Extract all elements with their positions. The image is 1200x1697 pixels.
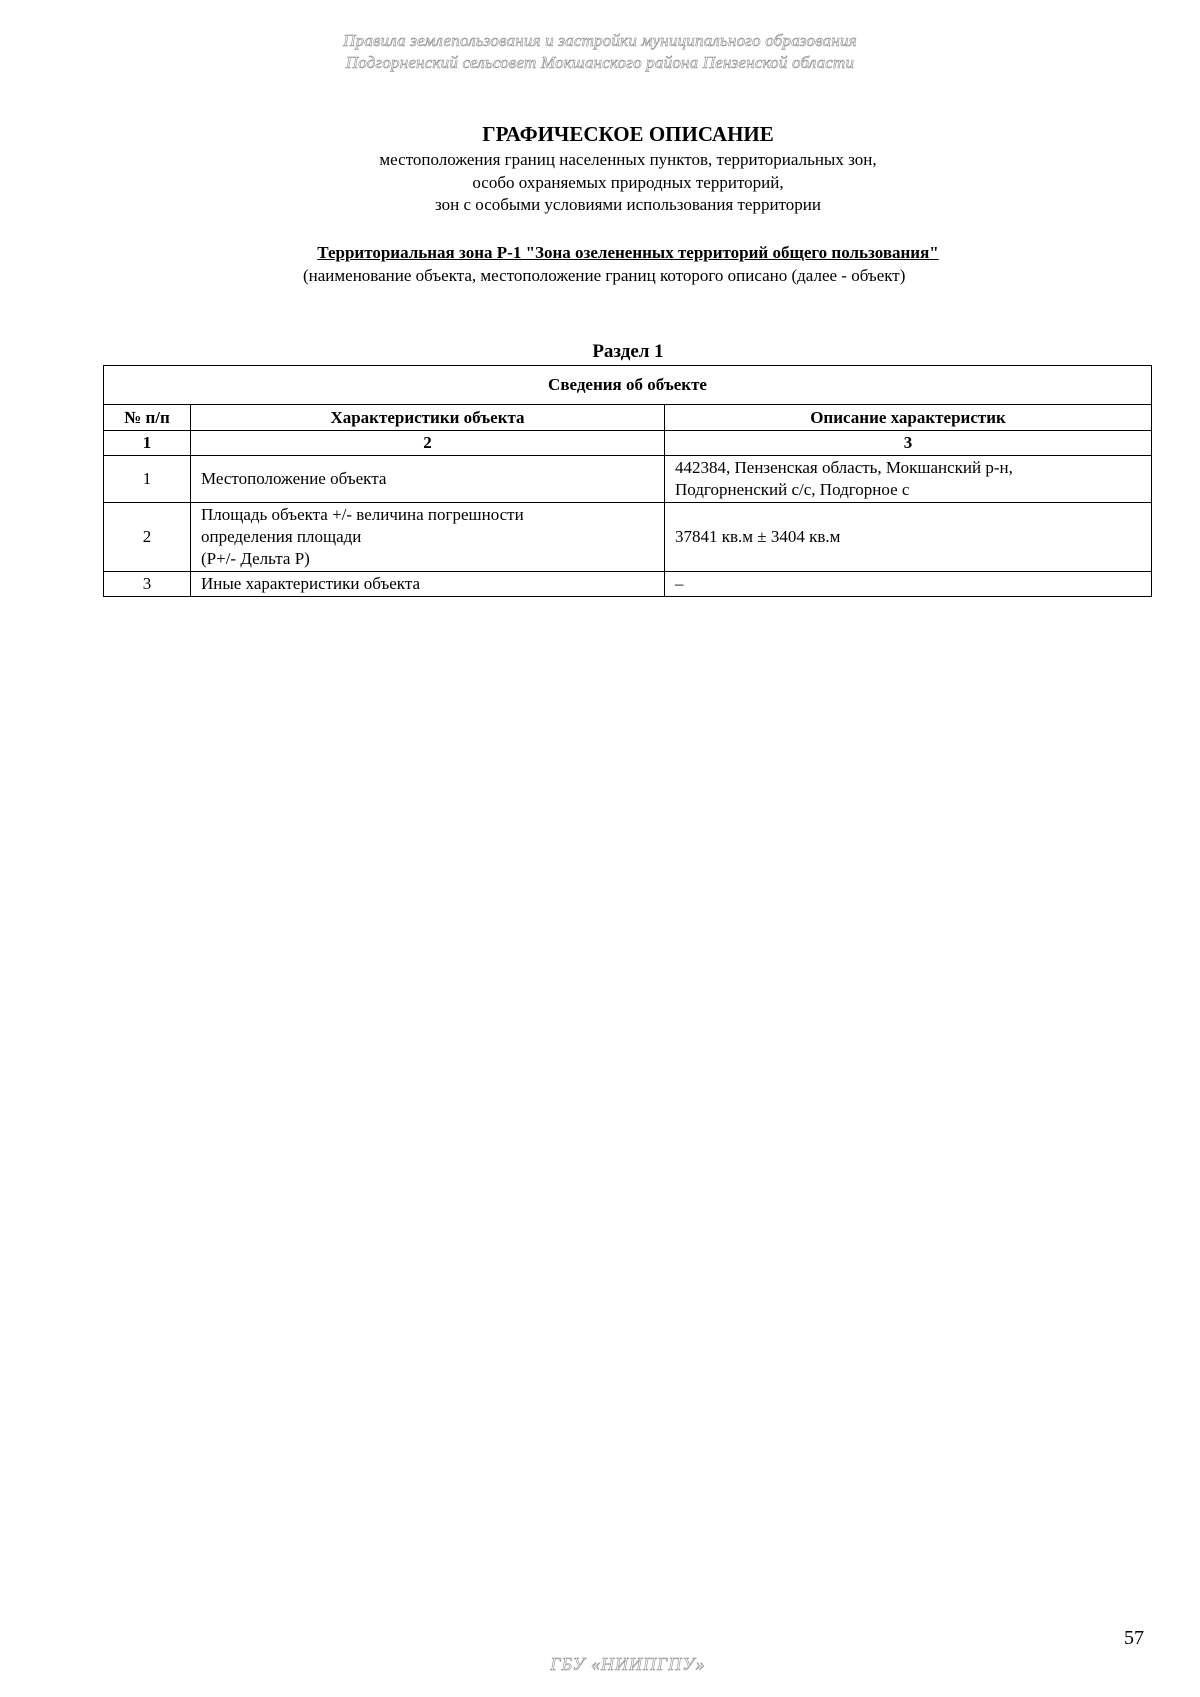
document-title: ГРАФИЧЕСКОЕ ОПИСАНИЕ <box>482 122 774 146</box>
row-characteristic <box>191 456 665 503</box>
page-number: 57 <box>1124 1627 1144 1649</box>
table-row <box>104 503 1152 572</box>
footer-organization: ГБУ «НИИПГПУ» <box>550 1654 706 1674</box>
row-description <box>665 572 1152 597</box>
row-description <box>665 456 1152 503</box>
row-number: 2 <box>104 503 191 572</box>
document-subtitle <box>0 149 1200 217</box>
table-caption: Сведения об объекте <box>104 366 1152 405</box>
description-line: – <box>675 574 684 593</box>
subtitle-line-3: зон с особыми условиями использования территории <box>435 195 821 214</box>
object-info-table <box>103 365 1152 597</box>
column-header-number: № п/п <box>104 405 191 431</box>
running-header-line-1: Правила землепользования и застройки муниципального образования <box>343 31 857 50</box>
subtitle-line-2: особо охраняемых природных территорий, <box>472 172 784 192</box>
object-name: Территориальная зона Р-1 "Зона озелененных территорий общего пользования" <box>317 243 939 262</box>
running-header <box>0 30 1200 74</box>
subtitle-line-1: местоположения границ населенных пунктов, территориальных зон, <box>379 150 877 169</box>
section-title: Раздел 1 <box>592 341 664 362</box>
column-number: 2 <box>191 431 665 456</box>
table-column-numbers-row <box>104 431 1152 456</box>
row-characteristic <box>191 503 665 572</box>
table-row <box>104 456 1152 503</box>
characteristic-line: Иные характеристики объекта <box>201 574 421 593</box>
table-header-row <box>104 405 1152 431</box>
column-number: 3 <box>665 431 1152 456</box>
row-number: 1 <box>104 456 191 503</box>
characteristic-line: Площадь объекта +/- величина погрешности <box>201 505 524 524</box>
column-header-description: Описание характеристик <box>665 405 1152 431</box>
table-caption-row <box>104 366 1152 405</box>
characteristic-line: (P+/- Дельта P) <box>201 549 310 568</box>
description-line: Подгорненский с/с, Подгорное с <box>675 480 910 499</box>
description-line: 37841 кв.м ± 3404 кв.м <box>675 527 841 546</box>
column-header-characteristic: Характеристики объекта <box>191 405 665 431</box>
row-description <box>665 503 1152 572</box>
object-name-caption: (наименование объекта, местоположение границ которого описано (далее - объект) <box>303 266 906 285</box>
characteristic-line: Местоположение объекта <box>201 469 387 488</box>
row-number: 3 <box>104 572 191 597</box>
row-characteristic <box>191 572 665 597</box>
description-line: 442384, Пензенская область, Мокшанский р-н, <box>675 458 1013 477</box>
table-row <box>104 572 1152 597</box>
column-number: 1 <box>104 431 191 456</box>
running-header-line-2: Подгорненский сельсовет Мокшанского района Пензенской области <box>345 53 855 72</box>
characteristic-line: определения площади <box>201 527 362 546</box>
